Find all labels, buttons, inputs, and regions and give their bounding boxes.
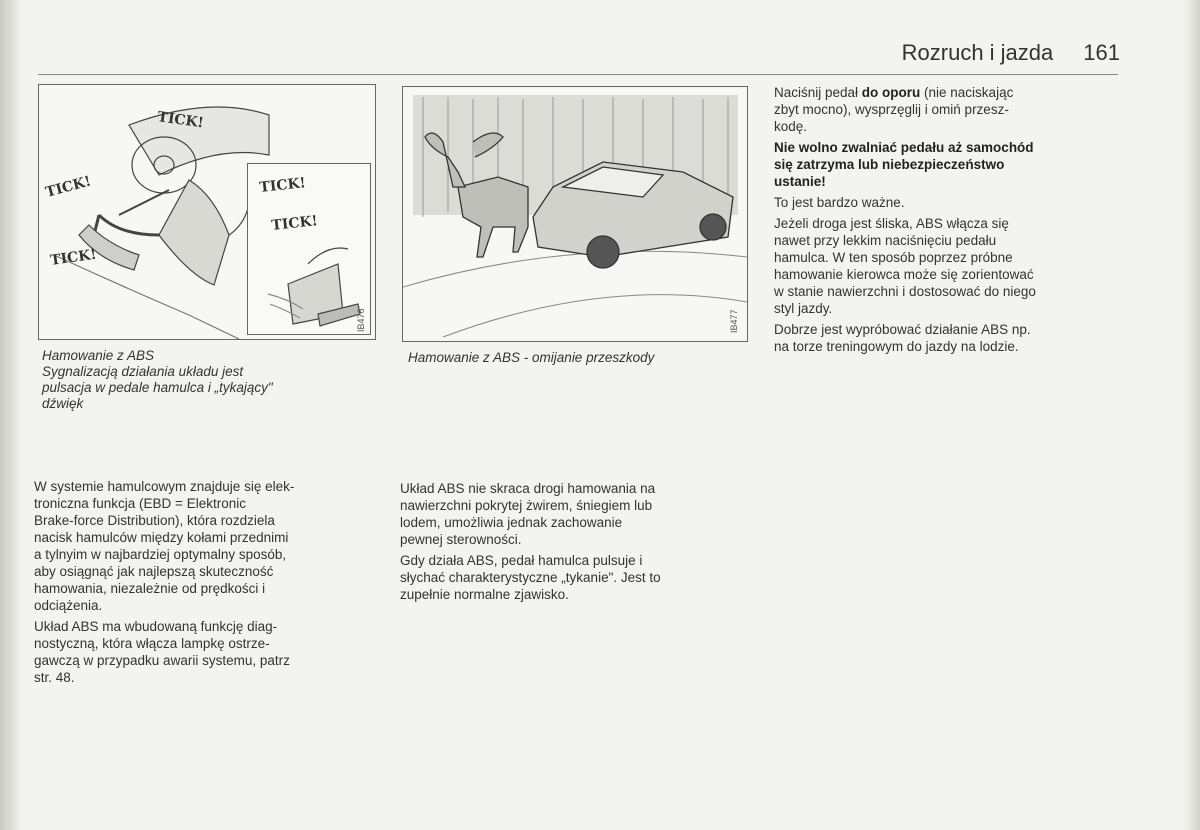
text-line: hamowanie kierowca może się zorientować <box>774 267 1034 282</box>
figure-code: IB476 <box>356 308 366 332</box>
text-line: aby osiągnąć jak najlepszą skuteczność <box>34 564 274 579</box>
warning-paragraph <box>774 139 1119 190</box>
text-line: Jeżeli droga jest śliska, ABS włącza się <box>774 216 1009 231</box>
page-spine-shadow <box>0 0 22 830</box>
text-column-1 <box>34 478 374 690</box>
section-title: Rozruch i jazda <box>901 40 1054 65</box>
page-header <box>780 40 1120 66</box>
header-rule <box>38 74 1118 75</box>
text-line: gawczą w przypadku awarii systemu, patrz <box>34 653 290 668</box>
text-line: nacisk hamulców między kołami przednimi <box>34 530 289 545</box>
pedal-inset <box>247 163 371 335</box>
paragraph <box>34 618 374 686</box>
text-line: nawierzchni pokrytej żwirem, śniegiem lub <box>400 498 653 513</box>
text-line <box>774 84 1119 101</box>
text-line: Nie wolno zwalniać pedału aż samochód <box>774 140 1034 155</box>
paragraph <box>774 84 1119 135</box>
text-line: Gdy działa ABS, pedał hamulca pulsuje i <box>400 553 643 568</box>
text-line: hamowania, niezależnie od prędkości i <box>34 581 266 596</box>
text-line: hamulca. W ten sposób poprzez próbne <box>774 250 1013 265</box>
text-line: Układ ABS nie skraca drogi hamowania na <box>400 481 656 496</box>
figure-obstacle-avoidance <box>402 86 748 342</box>
text-line: kodę. <box>774 119 808 134</box>
text-line: pewnej sterowności. <box>400 532 522 547</box>
emphasis-text: do oporu <box>861 85 921 100</box>
text-line: słychać charakterystyczne „tykanie". Jest to <box>400 570 661 585</box>
paragraph <box>400 552 745 603</box>
caption-line: Hamowanie z ABS <box>42 348 155 363</box>
text-line: w stanie nawierzchni i dostosować do niego <box>774 284 1036 299</box>
caption-line: dźwięk <box>42 396 84 411</box>
paragraph <box>774 321 1119 355</box>
text-line: a tylnyim w najbardziej optymalny sposób, <box>34 547 287 562</box>
caption-line: Sygnalizacją działania układu jest <box>42 364 244 379</box>
tick-sound-text: TICK! <box>43 173 93 201</box>
text-line: Brake-force Distribution), która rozdziela <box>34 513 275 528</box>
caption-line: Hamowanie z ABS - omijanie przeszkody <box>408 350 655 365</box>
text-line: Dobrze jest wypróbować działanie ABS np. <box>774 322 1031 337</box>
figure-abs-braking <box>38 84 376 340</box>
text-line: ustanie! <box>774 174 826 189</box>
text-line: zbyt mocno), wysprzęglij i omiń przesz- <box>774 102 1009 117</box>
paragraph <box>774 215 1119 317</box>
figure-code: IB477 <box>729 309 739 333</box>
tick-sound-text: TICK! <box>49 246 98 269</box>
text-line: lodem, umożliwia jednak zachowanie <box>400 515 623 530</box>
text-line: nawet przy lekkim naciśnięciu pedału <box>774 233 997 248</box>
paragraph <box>774 194 1119 211</box>
text-line: str. 48. <box>34 670 75 685</box>
text-line: na torze treningowym do jazdy na lodzie. <box>774 339 1019 354</box>
text-column-3 <box>774 84 1119 359</box>
text-line: zupełnie normalne zjawisko. <box>400 587 569 602</box>
text-line: W systemie hamulcowym znajduje się elek- <box>34 479 295 494</box>
text-line: To jest bardzo ważne. <box>774 195 905 210</box>
page-number: 161 <box>1083 40 1120 65</box>
text-run: Naciśnij pedał <box>774 85 862 100</box>
text-line: styl jazdy. <box>774 301 833 316</box>
figure2-caption <box>408 350 748 366</box>
brake-pedal-illustration <box>248 164 370 334</box>
elk-car-illustration <box>403 87 747 341</box>
tick-sound-text: TICK! <box>156 109 205 132</box>
caption-line: pulsacja w pedale hamulca i „tykający" <box>42 380 273 395</box>
paragraph <box>34 478 374 614</box>
text-column-2 <box>400 480 745 607</box>
text-line: odciążenia. <box>34 598 103 613</box>
page-edge-shadow <box>1182 0 1200 830</box>
paragraph <box>400 480 745 548</box>
text-line: Układ ABS ma wbudowaną funkcję diag- <box>34 619 278 634</box>
text-run: (nie naciskając <box>920 85 1014 100</box>
figure1-caption <box>42 348 362 412</box>
text-line: troniczna funkcja (EBD = Elektronic <box>34 496 246 511</box>
tick-sound-text: TICK! <box>270 213 319 234</box>
tick-sound-text: TICK! <box>258 175 307 196</box>
text-line: nostyczną, która włącza lampkę ostrze- <box>34 636 270 651</box>
text-line: się zatrzyma lub niebezpieczeństwo <box>774 157 1005 172</box>
